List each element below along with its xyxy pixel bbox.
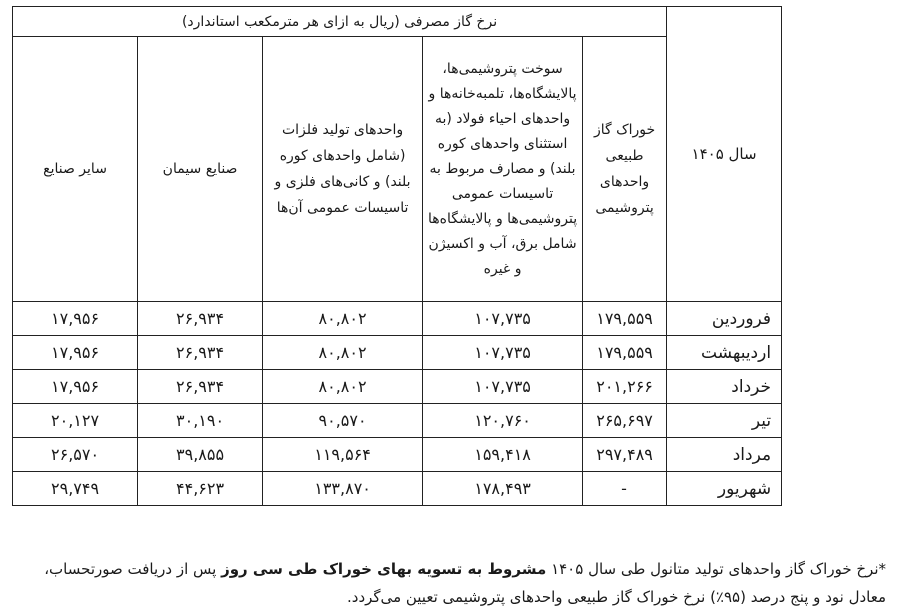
footnote-condition: مشروط به تسویه بهای خوراک طی سی روز [221, 560, 547, 578]
value-cell: ۱۷,۹۵۶ [13, 336, 138, 370]
footnote-text-end: پس از دریافت صورتحساب، معادل نود و پنج درصد (۹۵٪) نرخ خوراک گاز طبیعی واحدهای پتروشیمی تعیین می‌گردد. [44, 560, 886, 606]
value-cell: ۱۲۰,۷۶۰ [423, 404, 583, 438]
value-cell: ۸۰,۸۰۲ [263, 302, 423, 336]
value-cell: ۸۰,۸۰۲ [263, 336, 423, 370]
year-header: سال ۱۴۰۵ [667, 7, 782, 302]
table-row [13, 336, 782, 370]
value-cell: ۱۳۳,۸۷۰ [263, 472, 423, 506]
value-cell: ۸۰,۸۰۲ [263, 370, 423, 404]
value-cell: ۱۷,۹۵۶ [13, 302, 138, 336]
column-header-fuel: سوخت پتروشیمی‌ها، پالایشگاه‌ها، تلمبه‌خانه‌ها و واحدهای احیاء فولاد (به استثنای واحدهای کوره بلند) و مصارف مربوط به تاسیسات عمومی پتروشیمی‌ها و پالایشگاه‌ها شامل برق، آب و اکسیژن و غیره [423, 37, 583, 302]
value-cell: ۲۶,۹۳۴ [138, 302, 263, 336]
column-header-cement: صنایع سیمان [138, 37, 263, 302]
value-cell: ۱۰۷,۷۳۵ [423, 302, 583, 336]
value-cell: ۱۵۹,۴۱۸ [423, 438, 583, 472]
value-cell: ۳۰,۱۹۰ [138, 404, 263, 438]
table-row [13, 370, 782, 404]
column-header-metals: واحدهای تولید فلزات (شامل واحدهای کوره بلند) و کانی‌های فلزی و تاسیسات عمومی آن‌ها [263, 37, 423, 302]
footnote-text-start: *نرخ خوراک گاز واحدهای تولید متانول طی سال ۱۴۰۵ [546, 560, 886, 578]
table-row [13, 438, 782, 472]
value-cell: ۱۷,۹۵۶ [13, 370, 138, 404]
value-cell: ۱۷۸,۴۹۳ [423, 472, 583, 506]
value-cell: ۴۴,۶۲۳ [138, 472, 263, 506]
column-header-petrochemical-feed: خوراک گاز طبیعی واحدهای پتروشیمی [583, 37, 667, 302]
table-title: نرخ گاز مصرفی (ریال به ازای هر مترمکعب استاندارد) [13, 7, 667, 37]
value-cell: ۹۰,۵۷۰ [263, 404, 423, 438]
value-cell: ۲۹,۷۴۹ [13, 472, 138, 506]
value-cell: ۳۹,۸۵۵ [138, 438, 263, 472]
value-cell: ۲۰۱,۲۶۶ [583, 370, 667, 404]
value-cell: ۲۰,۱۲۷ [13, 404, 138, 438]
value-cell: ۱۱۹,۵۶۴ [263, 438, 423, 472]
value-cell: ۱۰۷,۷۳۵ [423, 370, 583, 404]
table-row [13, 302, 782, 336]
value-cell: ۲۹۷,۴۸۹ [583, 438, 667, 472]
value-cell: ۱۰۷,۷۳۵ [423, 336, 583, 370]
value-cell: ۲۶۵,۶۹۷ [583, 404, 667, 438]
month-cell: تیر [667, 404, 782, 438]
month-cell: خرداد [667, 370, 782, 404]
month-cell: فروردین [667, 302, 782, 336]
value-cell: ۱۷۹,۵۵۹ [583, 302, 667, 336]
column-header-other-industries: سایر صنایع [13, 37, 138, 302]
month-cell: مرداد [667, 438, 782, 472]
value-cell: ۲۶,۹۳۴ [138, 370, 263, 404]
value-cell: ۲۶,۵۷۰ [13, 438, 138, 472]
table-row [13, 404, 782, 438]
month-cell: اردیبهشت [667, 336, 782, 370]
table-row [13, 472, 782, 506]
footnote [6, 555, 886, 611]
month-cell: شهریور [667, 472, 782, 506]
value-cell: - [583, 472, 667, 506]
gas-rate-table [12, 6, 782, 506]
value-cell: ۲۶,۹۳۴ [138, 336, 263, 370]
value-cell: ۱۷۹,۵۵۹ [583, 336, 667, 370]
